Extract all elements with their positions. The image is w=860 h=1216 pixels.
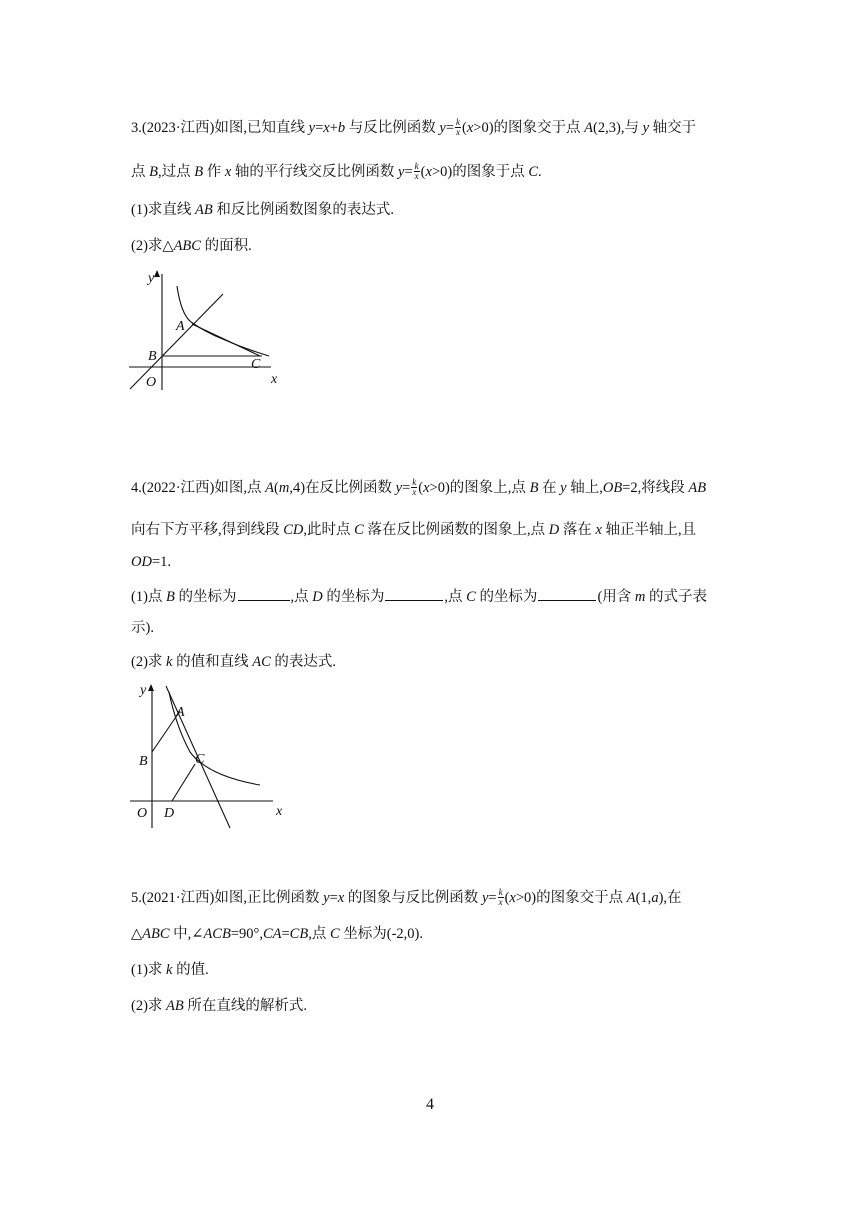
fraction-k-over-x: $\frac{k}{x}$ bbox=[498, 887, 503, 908]
q4-figure bbox=[128, 678, 298, 833]
answer-blank-b[interactable] bbox=[238, 586, 290, 601]
q4-line-1: 4.(2022·江西)如图,点 A(m,4)在反比例函数 y= $\frac{k}{x}$ (x>0)的图象上,点 B 在 y 轴上,OB=2,将线段 AB bbox=[131, 477, 707, 498]
q4-part-1-cont: 示). bbox=[131, 620, 154, 636]
hyperbola-curve bbox=[177, 286, 269, 356]
q4-part-1: (1)点 B 的坐标为 ,点 D 的坐标为 ,点 C 的坐标为 (用含 m 的式子表 bbox=[131, 586, 707, 607]
fraction-k-over-x: $\frac{k}{x}$ bbox=[456, 117, 460, 138]
segment-cd bbox=[172, 764, 195, 801]
label-a: A bbox=[176, 705, 185, 720]
answer-blank-d[interactable] bbox=[385, 586, 443, 601]
line-ab bbox=[130, 294, 223, 389]
q3-line-1: 3.(2023·江西)如图,已知直线 y=x+b 与反比例函数 y= $\frac{k}{x}$ (x>0)的图象交于点 A(2,3),与 y 轴交于 bbox=[131, 117, 697, 138]
label-o: O bbox=[146, 375, 157, 390]
y-axis-arrow bbox=[148, 684, 154, 691]
label-y: y bbox=[148, 271, 155, 286]
y-axis-arrow bbox=[154, 270, 160, 277]
q5-line-2: △ABC 中,∠ACB=90°,CA=CB,点 C 坐标为(-2,0). bbox=[131, 926, 423, 942]
fraction-k-over-x: $\frac{k}{x}$ bbox=[414, 161, 419, 182]
q5-part-2: (2)求 AB 所在直线的解析式. bbox=[131, 998, 308, 1014]
label-y: y bbox=[140, 683, 147, 698]
q3-line-2: 点 B,过点 B 作 x 轴的平行线交反比例函数 y= $\frac{k}{x}$ (x>0)的图象于点 C. bbox=[131, 161, 542, 182]
q4-line-2: 向右下方平移,得到线段 CD,此时点 C 落在反比例函数的图象上,点 D 落在 x 轴正半轴上,且 bbox=[131, 522, 697, 538]
label-x: x bbox=[271, 372, 278, 387]
label-c: C bbox=[195, 752, 205, 767]
label-b: B bbox=[148, 349, 157, 364]
page-number: 4 bbox=[426, 1096, 434, 1113]
segment-ac bbox=[192, 324, 260, 356]
answer-blank-c[interactable] bbox=[538, 586, 596, 601]
label-b: B bbox=[139, 754, 148, 769]
label-o: O bbox=[137, 806, 148, 821]
label-d: D bbox=[164, 806, 175, 821]
q4-part-2: (2)求 k 的值和直线 AC 的表达式. bbox=[131, 654, 337, 670]
q5-part-1: (1)求 k 的值. bbox=[131, 962, 209, 978]
label-c: C bbox=[251, 357, 261, 372]
fraction-k-over-x: $\frac{k}{x}$ bbox=[412, 477, 417, 498]
label-a: A bbox=[176, 319, 185, 334]
q5-line-1: 5.(2021·江西)如图,正比例函数 y=x 的图象与反比例函数 y= $\frac{k}{x}$ (x>0)的图象交于点 A(1,a),在 bbox=[131, 887, 682, 908]
q3-part-1: (1)求直线 AB 和反比例函数图象的表达式. bbox=[131, 202, 395, 218]
q4-line-3: OD=1. bbox=[131, 554, 172, 570]
q3-figure bbox=[125, 262, 295, 392]
label-x: x bbox=[276, 804, 283, 819]
q3-part-2: (2)求△ABC 的面积. bbox=[131, 238, 252, 254]
